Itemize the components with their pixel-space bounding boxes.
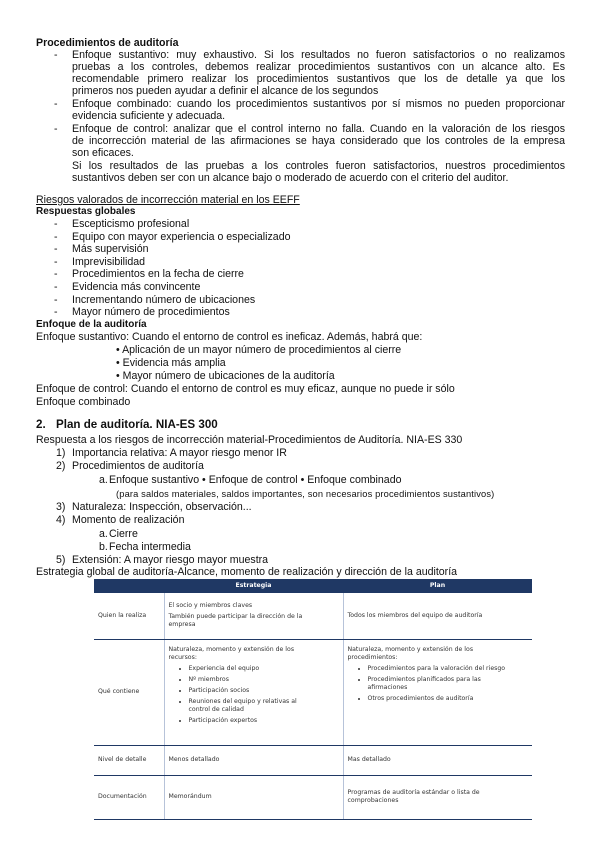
enfoque-bullet: • Mayor número de ubicaciones de la auditoría (116, 370, 335, 382)
cell-text: También puede participar la dirección de la empresa (168, 613, 303, 629)
plan-list (348, 665, 529, 703)
proc-item-1-line-2: pruebas a los controles, debemos realizar procedimientos sustantivos con un alcance alto. Es (72, 61, 565, 73)
cell-plan (343, 639, 532, 745)
proc-item-3-line-4: Si los resultados de las pruebas a los controles fueron satisfactorios, nuestros procedimientos (72, 160, 565, 172)
proc-item-2-line-2: evidencia suficiente y adecuada. (72, 110, 226, 122)
plan-item-text: Importancia relativa: A mayor riesgo menor IR (72, 447, 287, 459)
row-label: Documentación (94, 775, 164, 819)
plan-item-number: 5) (56, 554, 66, 566)
enfoque-bullet: • Aplicación de un mayor número de procedimientos al cierre (116, 344, 402, 356)
plan-item-number: 1) (56, 447, 66, 459)
table-header-estrategia: Estrategia (164, 579, 343, 593)
dash-bullet: - (54, 98, 58, 110)
table-header-empty (94, 579, 164, 593)
respuesta-item: Evidencia más convincente (72, 281, 201, 293)
cell-estrategia (164, 639, 343, 745)
proc-item-1-line-1: Enfoque sustantivo: muy exhaustivo. Si los resultados no fueron satisfactorios o no realizamos (72, 49, 565, 61)
dash-bullet: - (54, 268, 58, 280)
table-header-plan: Plan (343, 579, 532, 593)
plan-subitem-text: Fecha intermedia (109, 541, 191, 553)
section-2-title: Plan de auditoría. NIA-ES 300 (56, 418, 218, 431)
cell-plan: Todos los miembros del equipo de auditoría (343, 593, 532, 639)
cell-plan: Mas detallado (343, 745, 532, 775)
cell-intro: Naturaleza, momento y extensión de los recursos: (168, 645, 295, 661)
respuesta-riesgos-line: Respuesta a los riesgos de incorrección material-Procedimientos de Auditoría. NIA-ES 330 (36, 434, 463, 446)
respuesta-item: Equipo con mayor experiencia o especializado (72, 231, 291, 243)
plan-subitem-text: Enfoque sustantivo • Enfoque de control • Enfoque combinado (109, 474, 402, 486)
enfoque-heading: Enfoque de la auditoría (36, 319, 147, 330)
respuestas-globales-heading: Respuestas globales (36, 206, 136, 217)
estrategia-plan-table (94, 579, 532, 820)
cell-intro: Naturaleza, momento y extensión de los procedimientos: (347, 645, 474, 661)
list-item: • Nº miembros (189, 676, 339, 684)
enfoque-combinado-line: Enfoque combinado (36, 396, 131, 408)
plan-item-number: 4) (56, 514, 66, 526)
enfoque-bullet: • Evidencia más amplia (116, 357, 226, 369)
plan-subitem-letter: a. (99, 474, 108, 486)
respuesta-item: Escepticismo profesional (72, 218, 190, 230)
enfoque-sustantivo-line: Enfoque sustantivo: Cuando el entorno de control es ineficaz. Además, habrá que: (36, 331, 423, 343)
respuesta-item: Imprevisibilidad (72, 256, 146, 268)
cell-estrategia (164, 593, 343, 639)
plan-subitem-letter: b. (99, 541, 108, 553)
list-item: • Reuniones del equipo y relativas al control de calidad (189, 698, 309, 714)
plan-item-number: 2) (56, 460, 66, 472)
cell-plan (343, 775, 532, 819)
list-item: • Procedimientos planificados para las afirmaciones (368, 676, 518, 692)
row-label: Qué contiene (94, 639, 164, 745)
dash-bullet: - (54, 306, 58, 318)
table-row (94, 639, 532, 745)
list-item: • Otros procedimientos de auditoría (368, 695, 529, 703)
cell-estrategia: Memorándum (164, 775, 343, 819)
estrategia-line: Estrategia global de auditoría-Alcance, momento de realización y dirección de la auditoría (36, 566, 458, 578)
row-label: Nivel de detalle (94, 745, 164, 775)
row-label: Quien la realiza (94, 593, 164, 639)
dash-bullet: - (54, 243, 58, 255)
plan-item-text: Extensión: A mayor riesgo mayor muestra (72, 554, 269, 566)
plan-item-number: 3) (56, 501, 66, 513)
respuesta-item: Procedimientos en la fecha de cierre (72, 268, 244, 280)
table-header-row (94, 579, 532, 593)
dash-bullet: - (54, 294, 58, 306)
cell-estrategia: Menos detallado (164, 745, 343, 775)
section-2-number: 2. (36, 418, 46, 431)
plan-subitem-text: Cierre (109, 528, 138, 540)
cell-text: El socio y miembros claves (168, 602, 253, 610)
section-heading-procedimientos: Procedimientos de auditoría (36, 37, 179, 49)
proc-item-3-line-2: de incorrección material de las afirmaciones se haya considerado que los controles de la empresa (72, 135, 565, 147)
plan-subitem-note: (para saldos materiales, saldos importantes, son necesarios procedimientos sustantivos) (116, 489, 495, 499)
dash-bullet: - (54, 281, 58, 293)
enfoque-control-line: Enfoque de control: Cuando el entorno de control es muy eficaz, aunque no puede ir sólo (36, 383, 455, 395)
proc-item-3-line-3: son eficaces. (72, 147, 134, 159)
riesgos-heading: Riesgos valorados de incorrección material en los EEFF (36, 194, 300, 206)
respuesta-item: Más supervisión (72, 243, 149, 255)
respuesta-item: Incrementando número de ubicaciones (72, 294, 256, 306)
plan-item-text: Naturaleza: Inspección, observación... (72, 501, 252, 513)
proc-item-1-line-4: primeros nos pueden ayudar a definir el alcance de los segundos (72, 85, 379, 97)
dash-bullet: - (54, 123, 58, 135)
table-row (94, 775, 532, 819)
list-item: • Experiencia del equipo (189, 665, 339, 673)
plan-subitem-letter: a. (99, 528, 108, 540)
plan-item-text: Procedimientos de auditoría (72, 460, 204, 472)
proc-item-1-line-3: recomendable primero realizar los procedimientos sustantivos que los de detalle ya que los (72, 73, 565, 85)
list-item: • Participación socios (189, 687, 339, 695)
proc-item-2-line-1: Enfoque combinado: cuando los procedimientos sustantivos por sí mismos no pueden proporcionar (72, 98, 565, 110)
list-item: • Participación expertos (189, 717, 339, 725)
plan-item-text: Momento de realización (72, 514, 185, 526)
dash-bullet: - (54, 256, 58, 268)
respuesta-item: Mayor número de procedimientos (72, 306, 230, 318)
table-row (94, 745, 532, 775)
table-row (94, 593, 532, 639)
dash-bullet: - (54, 231, 58, 243)
dash-bullet: - (54, 218, 58, 230)
cell-text: Programas de auditoría estándar o lista de comprobaciones (347, 789, 480, 804)
estrategia-list (169, 665, 339, 725)
list-item: • Procedimientos para la valoración del riesgo (368, 665, 518, 673)
proc-item-3-line-5: sustantivos deben ser con un alcance bajo o moderado de acuerdo con el criterio del auditor. (72, 172, 509, 184)
dash-bullet: - (54, 49, 58, 61)
proc-item-3-line-1: Enfoque de control: analizar que el control interno no falla. Cuando en la valoración de los riesgos (72, 123, 565, 135)
